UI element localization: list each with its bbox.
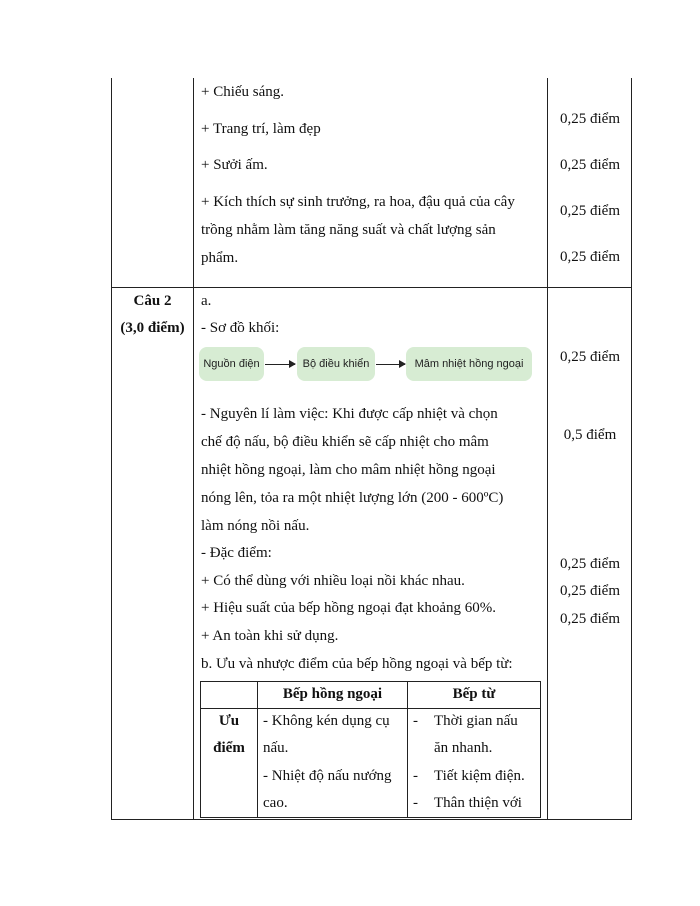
principle-line-4: nóng lên, tỏa ra một nhiệt lượng lớn (200 - 600ºC): [201, 490, 504, 506]
question-label: Câu 2: [133, 293, 172, 309]
inner-row-label-2: điểm: [213, 740, 245, 756]
question-points: (3,0 điểm): [120, 320, 185, 336]
row1-score-3: 0,25 điểm: [560, 203, 620, 219]
diagram-arrow-1: [265, 364, 295, 365]
diagram-box-power: Nguồn điện: [199, 347, 264, 381]
row2-score-1: 0,25 điểm: [560, 349, 620, 365]
principle-line-5: làm nóng nồi nấu.: [201, 518, 310, 534]
principle-line-3: nhiệt hồng ngoại, làm cho mâm nhiệt hồng ngoại: [201, 462, 496, 478]
induction-line-3: Tiết kiệm điện.: [434, 768, 525, 784]
principle-line-2: chế độ nấu, bộ điều khiển sẽ cấp nhiệt cho mâm: [201, 434, 489, 450]
inner-row-label-1: Ưu: [218, 713, 240, 729]
induction-dash-2: -: [413, 768, 418, 784]
row1-score-1: 0,25 điểm: [560, 111, 620, 127]
table-border-col1: [193, 78, 194, 820]
row2-score-2: 0,5 điểm: [563, 427, 617, 443]
inner-table-right: [540, 681, 541, 818]
row2-score-3: 0,25 điểm: [560, 556, 620, 572]
diagram-label: - Sơ đồ khối:: [201, 320, 280, 336]
part-b-label: b. Ưu và nhược điểm của bếp hồng ngoại và bếp từ:: [201, 656, 513, 672]
infrared-line-2: nấu.: [263, 740, 289, 756]
row1-line-3: + Sưởi ấm.: [201, 157, 268, 173]
principle-line-1: - Nguyên lí làm việc: Khi được cấp nhiệt và chọn: [201, 406, 498, 422]
feature-2: + Hiệu suất của bếp hồng ngoại đạt khoảng 60%.: [201, 600, 497, 616]
induction-line-2: ăn nhanh.: [434, 740, 493, 756]
row2-score-5: 0,25 điểm: [560, 611, 620, 627]
inner-table-top: [200, 681, 541, 682]
row1-line-1: + Chiếu sáng.: [201, 84, 285, 100]
row1-score-4: 0,25 điểm: [560, 249, 620, 265]
inner-header-induction: Bếp từ: [452, 686, 496, 702]
row-divider: [111, 287, 632, 288]
diagram-arrow-2: [376, 364, 405, 365]
induction-line-4: Thân thiện với: [434, 795, 522, 811]
table-border-bottom: [111, 819, 632, 820]
row1-line-2: + Trang trí, làm đẹp: [201, 121, 321, 137]
diagram-box-controller: Bộ điều khiển: [297, 347, 375, 381]
table-border-right: [631, 78, 632, 820]
diagram-box-infrared-plate: Mâm nhiệt hồng ngoại: [406, 347, 532, 381]
row1-line-4: + Kích thích sự sinh trưởng, ra hoa, đậu quả của cây: [201, 194, 515, 210]
features-title: - Đặc điểm:: [201, 545, 272, 561]
induction-dash-3: -: [413, 795, 418, 811]
row1-line-6: phẩm.: [201, 250, 239, 266]
table-border-left: [111, 78, 112, 820]
inner-table-header-divider: [200, 708, 541, 709]
row1-line-5: trồng nhằm làm tăng năng suất và chất lượng sản: [201, 222, 496, 238]
induction-line-1: Thời gian nấu: [434, 713, 518, 729]
feature-3: + An toàn khi sử dụng.: [201, 628, 339, 644]
inner-header-infrared: Bếp hồng ngoại: [282, 686, 383, 702]
infrared-line-4: cao.: [263, 795, 288, 811]
infrared-line-1: - Không kén dụng cụ: [263, 713, 390, 729]
inner-table-bottom: [200, 817, 541, 818]
infrared-line-3: - Nhiệt độ nấu nướng: [263, 768, 392, 784]
table-border-col2: [547, 78, 548, 820]
feature-1: + Có thể dùng với nhiều loại nồi khác nhau.: [201, 573, 465, 589]
part-a-label: a.: [201, 293, 212, 309]
induction-dash-1: -: [413, 713, 418, 729]
row1-score-2: 0,25 điểm: [560, 157, 620, 173]
row2-score-4: 0,25 điểm: [560, 583, 620, 599]
